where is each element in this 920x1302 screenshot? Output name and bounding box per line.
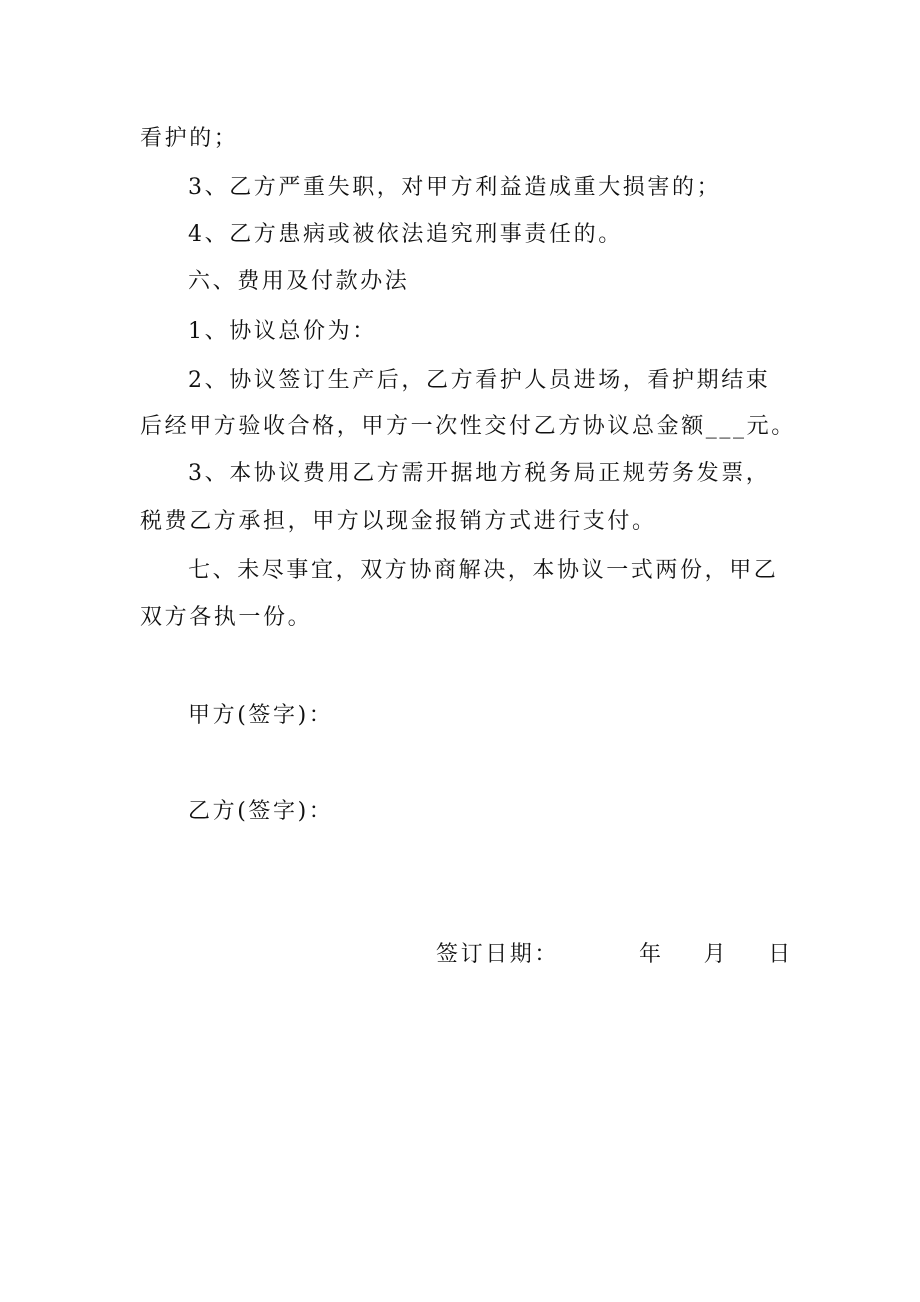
text-line: 2、协议签订生产后，乙方看护人员进场，看护期结束: [188, 368, 771, 393]
text-line: 1、协议总价为：: [188, 319, 377, 344]
text-line: 3、乙方严重失职，对甲方利益造成重大损害的；: [188, 175, 722, 200]
text-line: 3、本协议费用乙方需开据地方税务局正规劳务发票，: [188, 461, 771, 486]
day-label: 日: [768, 942, 793, 967]
month-label: 月: [703, 942, 729, 967]
text-line: 税费乙方承担，甲方以现金报销方式进行支付。: [140, 509, 657, 534]
party-b-signature-label: 乙方(签字)：: [188, 799, 334, 824]
text-line: 看护的；: [140, 126, 239, 151]
text-line: 七、未尽事宜，双方协商解决，本协议一式两份，甲乙: [188, 558, 779, 583]
section-heading: 六、费用及付款办法: [188, 269, 410, 294]
party-a-signature-label: 甲方(签字)：: [188, 703, 334, 728]
text-line: 双方各执一份。: [140, 605, 313, 630]
year-label: 年: [639, 942, 664, 967]
signing-date: [436, 940, 793, 970]
signing-date-label: 签订日期：: [436, 942, 560, 967]
text-line: 后经甲方验收合格，甲方一次性交付乙方协议总金额___元。: [140, 414, 796, 439]
text-line: 4、乙方患病或被依法追究刑事责任的。: [188, 222, 623, 247]
